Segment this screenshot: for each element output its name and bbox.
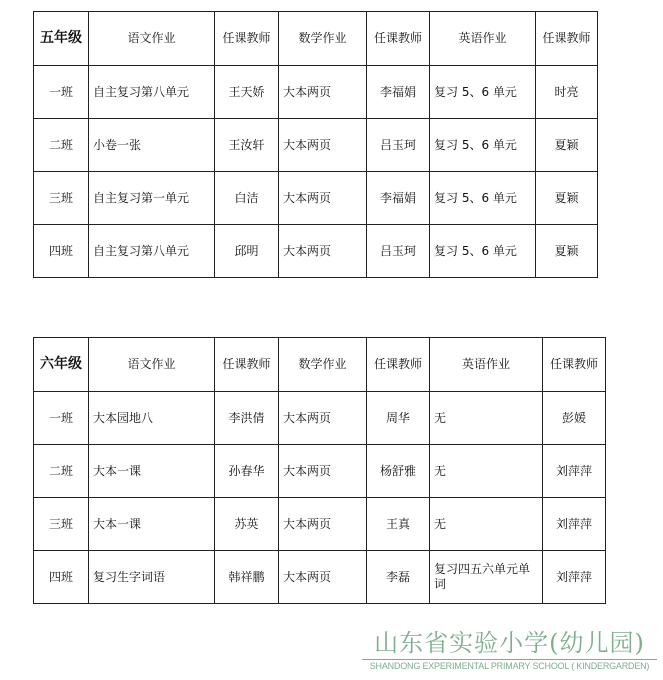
math-teacher-cell: 李磊 xyxy=(367,551,430,604)
header-chinese-homework: 语文作业 xyxy=(89,338,215,392)
math-homework-cell: 大本两页 xyxy=(279,392,367,445)
chinese-teacher-cell: 邱明 xyxy=(215,225,279,278)
chinese-homework-cell: 复习生字词语 xyxy=(89,551,215,604)
class-cell: 四班 xyxy=(34,225,89,278)
english-homework-cell: 无 xyxy=(430,498,543,551)
math-homework-cell: 大本两页 xyxy=(279,498,367,551)
math-teacher-cell: 李福娟 xyxy=(367,172,430,225)
math-homework-cell: 大本两页 xyxy=(279,445,367,498)
watermark-name-en: SHANDONG EXPERIMENTAL PRIMARY SCHOOL ( KINDERGARDEN) xyxy=(362,659,657,672)
class-cell: 四班 xyxy=(34,551,89,604)
header-chinese-teacher: 任课教师 xyxy=(215,12,279,66)
english-teacher-cell: 夏颖 xyxy=(536,119,598,172)
class-cell: 三班 xyxy=(34,498,89,551)
school-watermark xyxy=(362,628,657,672)
english-teacher-cell: 刘萍萍 xyxy=(543,445,606,498)
class-cell: 二班 xyxy=(34,445,89,498)
header-math-homework: 数学作业 xyxy=(279,338,367,392)
english-homework-cell: 复习 5、6 单元 xyxy=(430,225,536,278)
header-english-homework: 英语作业 xyxy=(430,12,536,66)
math-homework-cell: 大本两页 xyxy=(279,66,367,119)
math-teacher-cell: 吕玉珂 xyxy=(367,225,430,278)
english-homework-cell: 复习 5、6 单元 xyxy=(430,66,536,119)
chinese-homework-cell: 自主复习第八单元 xyxy=(89,225,215,278)
math-homework-cell: 大本两页 xyxy=(279,119,367,172)
grade6-homework-table xyxy=(33,337,606,604)
header-english-teacher: 任课教师 xyxy=(543,338,606,392)
english-teacher-cell: 刘萍萍 xyxy=(543,551,606,604)
watermark-name-cn: 山东省实验小学(幼儿园) xyxy=(374,629,645,657)
english-homework-cell: 复习四五六单元单词 xyxy=(430,551,543,604)
table-row xyxy=(34,392,606,445)
math-homework-cell: 大本两页 xyxy=(279,172,367,225)
math-teacher-cell: 吕玉珂 xyxy=(367,119,430,172)
header-math-teacher: 任课教师 xyxy=(367,12,430,66)
english-teacher-cell: 彭媛 xyxy=(543,392,606,445)
chinese-teacher-cell: 苏英 xyxy=(215,498,279,551)
grade-label: 六年级 xyxy=(34,338,89,392)
english-teacher-cell: 刘萍萍 xyxy=(543,498,606,551)
chinese-homework-cell: 大本一课 xyxy=(89,498,215,551)
english-homework-cell: 复习 5、6 单元 xyxy=(430,172,536,225)
english-homework-cell: 无 xyxy=(430,445,543,498)
chinese-teacher-cell: 韩祥鹏 xyxy=(215,551,279,604)
class-cell: 一班 xyxy=(34,392,89,445)
chinese-teacher-cell: 白洁 xyxy=(215,172,279,225)
header-math-homework: 数学作业 xyxy=(279,12,367,66)
chinese-teacher-cell: 李洪倩 xyxy=(215,392,279,445)
chinese-homework-cell: 小卷一张 xyxy=(89,119,215,172)
math-homework-cell: 大本两页 xyxy=(279,225,367,278)
english-homework-cell: 无 xyxy=(430,392,543,445)
header-english-homework: 英语作业 xyxy=(430,338,543,392)
english-teacher-cell: 夏颖 xyxy=(536,172,598,225)
class-cell: 三班 xyxy=(34,172,89,225)
english-teacher-cell: 夏颖 xyxy=(536,225,598,278)
math-teacher-cell: 李福娟 xyxy=(367,66,430,119)
header-chinese-homework: 语文作业 xyxy=(89,12,215,66)
table-header-row xyxy=(34,12,598,66)
table-row xyxy=(34,119,598,172)
english-teacher-cell: 时亮 xyxy=(536,66,598,119)
grade-label: 五年级 xyxy=(34,12,89,66)
table-row xyxy=(34,172,598,225)
class-cell: 二班 xyxy=(34,119,89,172)
math-teacher-cell: 杨舒雅 xyxy=(367,445,430,498)
class-cell: 一班 xyxy=(34,66,89,119)
header-math-teacher: 任课教师 xyxy=(367,338,430,392)
header-chinese-teacher: 任课教师 xyxy=(215,338,279,392)
table-header-row xyxy=(34,338,606,392)
chinese-teacher-cell: 孙春华 xyxy=(215,445,279,498)
chinese-homework-cell: 大本一课 xyxy=(89,445,215,498)
header-english-teacher: 任课教师 xyxy=(536,12,598,66)
table-row xyxy=(34,445,606,498)
chinese-homework-cell: 自主复习第一单元 xyxy=(89,172,215,225)
table-row xyxy=(34,66,598,119)
table-row xyxy=(34,498,606,551)
math-homework-cell: 大本两页 xyxy=(279,551,367,604)
table-row xyxy=(34,225,598,278)
math-teacher-cell: 周华 xyxy=(367,392,430,445)
grade5-homework-table xyxy=(33,11,598,278)
math-teacher-cell: 王真 xyxy=(367,498,430,551)
chinese-teacher-cell: 王汝轩 xyxy=(215,119,279,172)
english-homework-cell: 复习 5、6 单元 xyxy=(430,119,536,172)
chinese-homework-cell: 大本园地八 xyxy=(89,392,215,445)
table-row xyxy=(34,551,606,604)
chinese-homework-cell: 自主复习第八单元 xyxy=(89,66,215,119)
chinese-teacher-cell: 王天娇 xyxy=(215,66,279,119)
